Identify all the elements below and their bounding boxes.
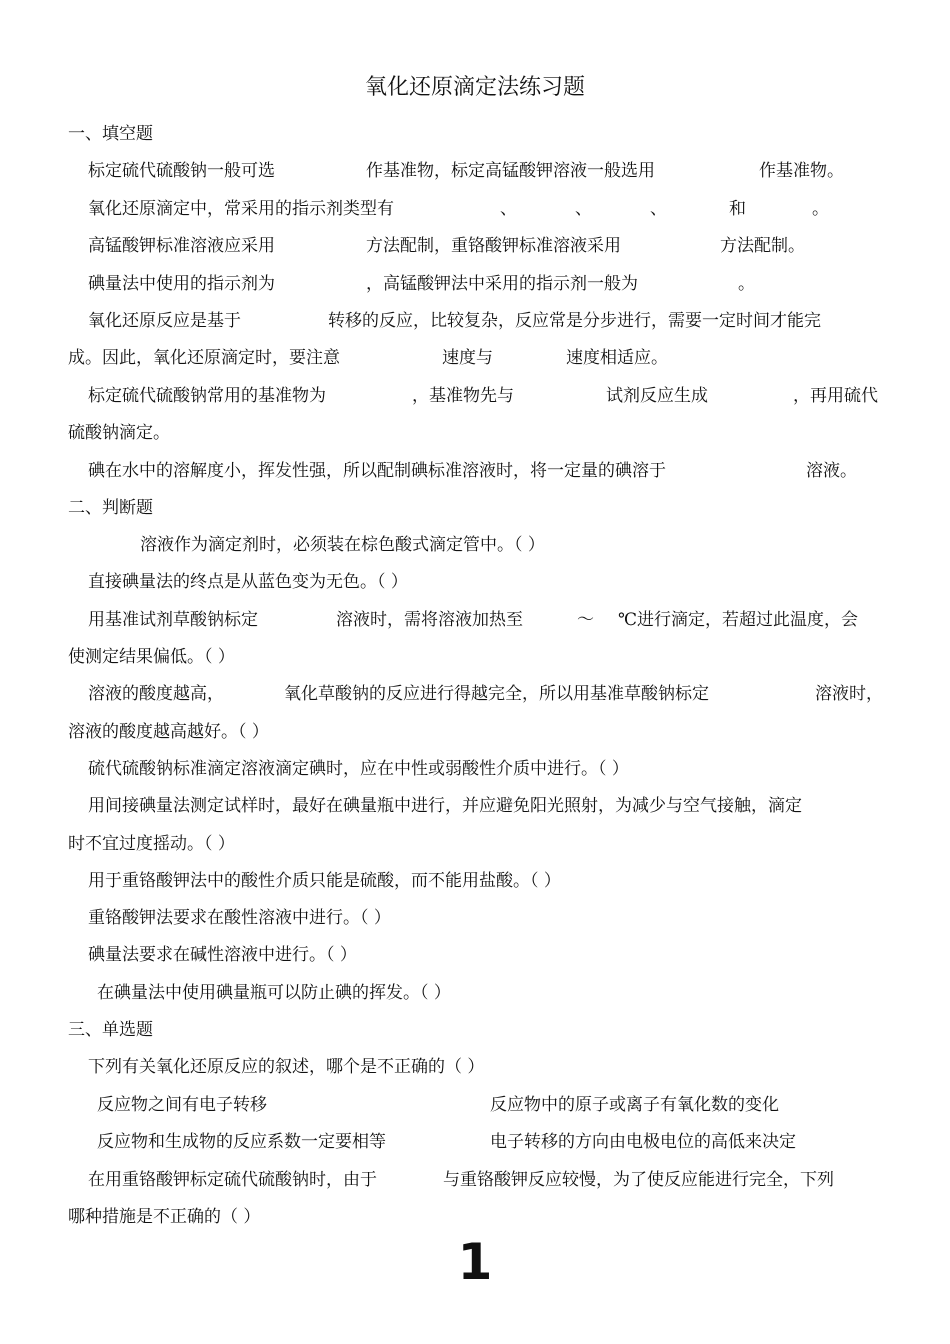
text-segment: 、 (650, 199, 667, 219)
text-segment: 硫酸钠滴定。 (68, 423, 170, 443)
text-segment: 转移的反应，比较复杂，反应常是分步进行，需要一定时间才能完 (328, 311, 821, 331)
text-segment: ，高锰酸钾法中采用的指示剂一般为 (366, 274, 638, 294)
page-number: 1 (457, 1233, 493, 1291)
text-segment: 方法配制。 (720, 236, 805, 256)
option-a: 反应物之间有电子转移 (97, 1095, 267, 1115)
text-segment: 溶液。 (806, 461, 857, 481)
text-segment: 氧化还原反应是基于 (88, 311, 241, 331)
text-segment: ，基准物先与 (412, 386, 514, 406)
text-segment: 作基准物，标定高锰酸钾溶液一般选用 (366, 161, 655, 181)
text-segment: 碘在水中的溶解度小，挥发性强，所以配制碘标准溶液时，将一定量的碘溶于 (88, 461, 666, 481)
text-segment: 氧化草酸钠的反应进行得越完全，所以用基准草酸钠标定 (284, 684, 709, 704)
judge-question-2: 直接碘量法的终点是从蓝色变为无色。（ ） (88, 572, 408, 592)
text-segment: ，再用硫代 (793, 386, 878, 406)
option-c: 反应物和生成物的反应系数一定要相等 (97, 1132, 386, 1152)
text-segment: 速度相适应。 (566, 348, 668, 368)
section-heading-judge: 二、判断题 (68, 498, 153, 518)
text-segment: 。 (812, 199, 829, 219)
page-title: 氧化还原滴定法练习题 (364, 75, 585, 100)
text-segment: 标定硫代硫酸钠常用的基准物为 (88, 386, 326, 406)
text-segment: 溶液的酸度越高， (88, 684, 224, 704)
text-segment: 。 (738, 274, 755, 294)
text-segment: ℃进行滴定，若超过此温度，会 (618, 610, 859, 630)
text-segment: 标定硫代硫酸钠一般可选 (88, 161, 275, 181)
text-segment: 作基准物。 (759, 161, 844, 181)
text-segment: 用基准试剂草酸钠标定 (88, 610, 258, 630)
text-segment: ～ (577, 610, 594, 630)
question-stem: 下列有关氧化还原反应的叙述，哪个是不正确的（ ） (88, 1057, 485, 1077)
text-segment: 溶液时，需将溶液加热至 (336, 610, 523, 630)
judge-question-8: 重铬酸钾法要求在酸性溶液中进行。（ ） (88, 908, 391, 928)
text-segment: 、 (575, 199, 592, 219)
text-segment: 时不宜过度摇动。（ ） (68, 834, 235, 854)
judge-question-7: 用于重铬酸钾法中的酸性介质只能是硫酸，而不能用盐酸。（ ） (88, 871, 561, 891)
text-segment: 溶液的酸度越高越好。（ ） (68, 722, 269, 742)
section-heading-choice: 三、单选题 (68, 1020, 153, 1040)
text-segment: 用间接碘量法测定试样时，最好在碘量瓶中进行，并应避免阳光照射，为减少与空气接触，滴定 (88, 796, 802, 816)
text-segment: 速度与 (442, 348, 493, 368)
judge-question-9: 碘量法要求在碱性溶液中进行。（ ） (88, 945, 357, 965)
text-segment: 溶液时， (815, 684, 883, 704)
judge-question-1: 溶液作为滴定剂时，必须装在棕色酸式滴定管中。（ ） (140, 535, 545, 555)
text-segment: 碘量法中使用的指示剂为 (88, 274, 275, 294)
text-segment: 试剂反应生成 (606, 386, 708, 406)
text-segment: 和 (729, 199, 746, 219)
text-segment: 哪种措施是不正确的（ ） (68, 1207, 261, 1227)
text-segment: 在用重铬酸钾标定硫代硫酸钠时，由于 (88, 1170, 377, 1190)
text-segment: 高锰酸钾标准溶液应采用 (88, 236, 275, 256)
option-b: 反应物中的原子或离子有氧化数的变化 (490, 1095, 779, 1115)
text-segment: 方法配制，重铬酸钾标准溶液采用 (366, 236, 621, 256)
text-segment: 成。因此，氧化还原滴定时，要注意 (68, 348, 340, 368)
judge-question-10: 在碘量法中使用碘量瓶可以防止碘的挥发。（ ） (97, 983, 451, 1003)
text-segment: 氧化还原滴定中，常采用的指示剂类型有 (88, 199, 394, 219)
text-segment: 与重铬酸钾反应较慢，为了使反应能进行完全，下列 (443, 1170, 834, 1190)
option-d: 电子转移的方向由电极电位的高低来决定 (490, 1132, 796, 1152)
judge-question-5: 硫代硫酸钠标准滴定溶液滴定碘时，应在中性或弱酸性介质中进行。（ ） (88, 759, 629, 779)
text-segment: 使测定结果偏低。（ ） (68, 647, 235, 667)
section-heading-fill: 一、填空题 (68, 124, 153, 144)
text-segment: 、 (500, 199, 517, 219)
